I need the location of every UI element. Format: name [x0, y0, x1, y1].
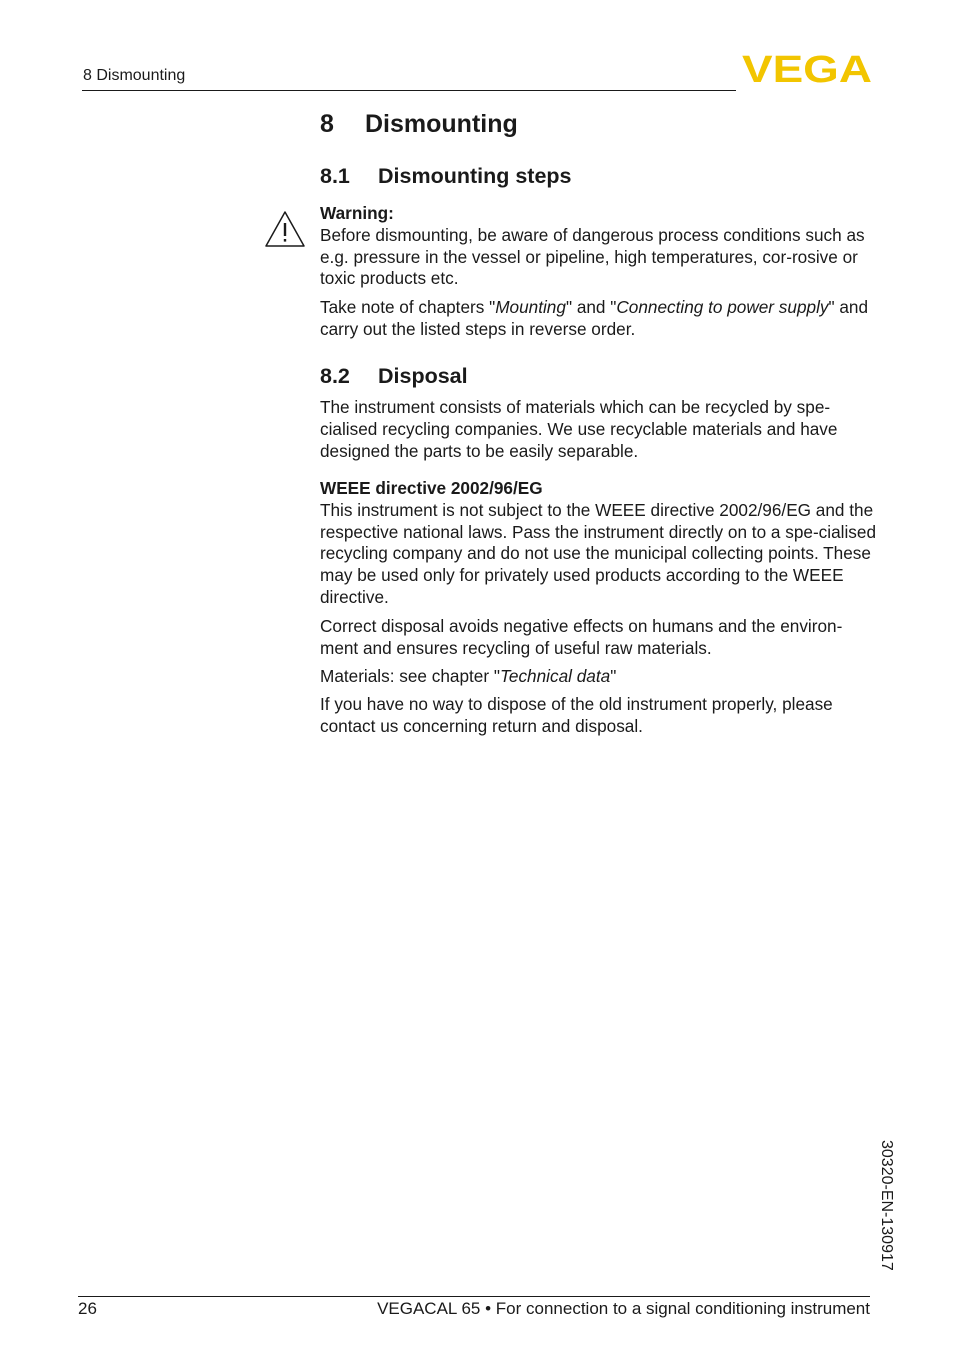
reverse-order-note [320, 297, 880, 341]
materials-prefix: Materials: see chapter " [320, 666, 500, 686]
note-suffix: " and carry out the listed steps in reverse order. [320, 297, 869, 339]
chapter-number: 8 [320, 110, 334, 138]
section-8-2-title [320, 364, 468, 389]
vega-logo [742, 52, 872, 84]
section-8-1-title [320, 164, 572, 189]
logo-text: VEGA [742, 52, 872, 84]
weee-block [320, 478, 880, 609]
page-number: 26 [78, 1299, 97, 1318]
contact-note: If you have no way to dispose of the old instrument properly, please contact us concerning return and disposal. [320, 694, 833, 736]
section-8-2-title-text: Disposal [378, 364, 468, 388]
document-id: 30320-EN-130917 [878, 1140, 895, 1271]
section-8-1-number: 8.1 [320, 164, 350, 188]
correct-disposal-text: Correct disposal avoids negative effects on humans and the environ-ment and ensures recycling of useful raw materials. [320, 616, 843, 658]
section-8-2-number: 8.2 [320, 364, 350, 388]
header-rule [82, 90, 736, 91]
note-mid: " and " [565, 297, 617, 317]
materials-note [320, 666, 880, 688]
weee-heading: WEEE directive 2002/96/EG [320, 478, 543, 498]
warning-label: Warning: [320, 203, 394, 223]
chapter-title [320, 110, 518, 139]
warning-triangle-icon [264, 210, 306, 248]
disposal-intro: The instrument consists of materials which can be recycled by spe-cialised recycling companies. We use recyclable materials and have designed the parts to be easily separable. [320, 397, 838, 461]
footer-product-title: VEGACAL 65 • For connection to a signal conditioning instrument [377, 1299, 870, 1318]
chapter-title-text: Dismounting [365, 110, 518, 138]
materials-suffix: " [610, 666, 617, 686]
note-prefix: Take note of chapters " [320, 297, 496, 317]
running-header: 8 Dismounting [83, 67, 186, 84]
chapter-ref-technical-data: Technical data [499, 666, 611, 686]
weee-text: This instrument is not subject to the WEEE directive 2002/96/EG and the respective national laws. Pass the instrument directly on to a spe-cialised recycling company and do not use the municipal collecting points. These may be used only for privately used products according to the WEEE directive. [320, 499, 877, 607]
warning-text: Before dismounting, be aware of dangerous process conditions such as e.g. pressure in the vessel or pipeline, high temperatures, cor-rosive or toxic products etc. [320, 224, 865, 289]
footer-rule [78, 1296, 870, 1297]
chapter-ref-mounting: Mounting [495, 297, 566, 317]
warning-block [320, 203, 880, 290]
vega-logo-icon [742, 52, 872, 84]
section-8-1-title-text: Dismounting steps [378, 164, 572, 188]
chapter-ref-power-supply: Connecting to power supply [616, 297, 829, 317]
